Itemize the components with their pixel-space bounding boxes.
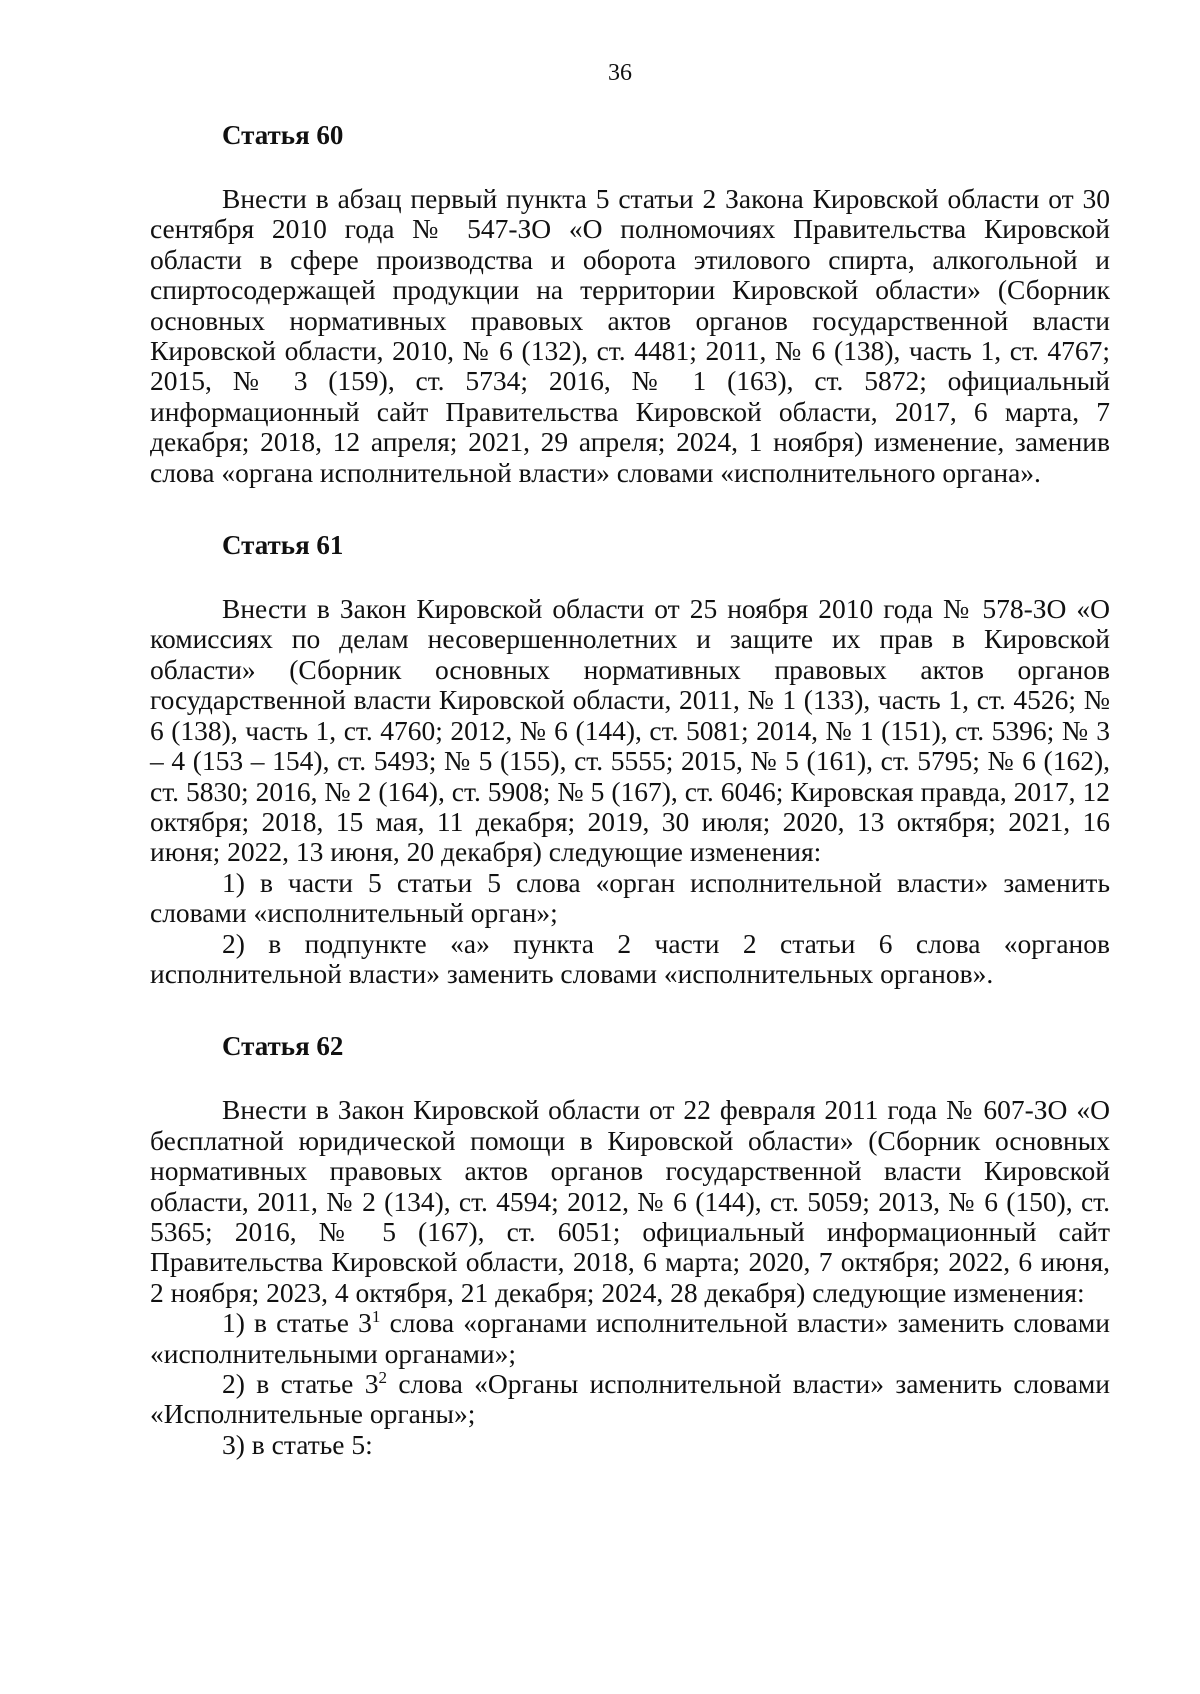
article-62-item-1-superscript: 1 (371, 1307, 381, 1327)
article-62-item-2-superscript: 2 (378, 1367, 387, 1387)
page-number: 36 (608, 60, 632, 86)
article-62-item-2-suffix: слова «Органы исполнительной власти» заменить словами «Исполнительные органы»; (150, 1368, 1110, 1430)
article-61-heading: Статья 61 (222, 530, 344, 561)
article-62-heading: Статья 62 (222, 1031, 344, 1062)
article-62-item-1-suffix: слова «органами исполнительной власти» заменить словами «исполнительными органами»; (150, 1307, 1110, 1369)
article-61-item-1: 1) в части 5 статьи 5 слова «орган исполнительной власти» заменить словами «исполнительный орган»; (150, 866, 1110, 929)
article-62-item-3: 3) в статье 5: (222, 1428, 373, 1460)
article-62-item-2-prefix: 2) в статье 3 (222, 1368, 379, 1399)
article-62-item-2 (150, 1369, 1110, 1430)
article-61-item-2: 2) в подпункте «а» пункта 2 части 2 статьи 6 слова «органов исполнительной власти» заменить словами «исполнительных органов». (150, 927, 1110, 989)
document-body (150, 120, 1110, 1460)
article-62-item-1-prefix: 1) в статье 3 (222, 1307, 372, 1339)
article-60-text: Внести в абзац первый пункта 5 статьи 2 Закона Кировской области от 30 сентября 2010 года № 547-ЗО «О полномочиях Правительства Кировской области в сфере производства и оборота этилового спирта, алкогольной и спиртосодержащей продукции на территории Кировской области» (Сборник основных нормативных правовых актов органов государственной власти Кировской области, 2010, № 6 (132), ст. 4481; 2011, № 6 (138), часть 1, ст. 4767; 2015, № 3 (159), ст. 5734; 2016, № 1 (163), ст. 5872; официальный информационный сайт Правительства Кировской области, 2017, 6 марта, 7 декабря; 2018, 12 апреля; 2021, 29 апреля; 2024, 1 ноября) изменение, заменив слова «органа исполнительной власти» словами «исполнительного органа». (150, 183, 1110, 488)
article-62-item-1 (150, 1308, 1110, 1369)
article-61-text: Внести в Закон Кировской области от 25 ноября 2010 года № 578-ЗО «О комиссиях по делам несовершеннолетних и защите их прав в Кировской области» (Сборник основных нормативных правовых актов органов государственной власти Кировской области, 2011, № 1 (133), часть 1, ст. 4526; № 6 (138), часть 1, ст. 4760; 2012, № 6 (144), ст. 5081; 2014, № 1 (151), ст. 5396; № 3 – 4 (153 – 154), ст. 5493; № 5 (155), ст. 5555; 2015, № 5 (161), ст. 5795; № 6 (162), ст. 5830; 2016, № 2 (164), ст. 5908; № 5 (167), ст. 6046; Кировская правда, 2017, 12 октября; 2018, 15 мая, 11 декабря; 2019, 30 июля; 2020, 13 октября; 2021, 16 июня; 2022, 13 июня, 20 декабря) следующие изменения: (150, 593, 1110, 868)
article-60-heading: Статья 60 (222, 120, 344, 150)
article-62-text: Внести в Закон Кировской области от 22 февраля 2011 года № 607-ЗО «О бесплатной юридической помощи в Кировской области» (Сборник основных нормативных правовых актов органов государственной власти Кировской области, 2011, № 2 (134), ст. 4594; 2012, № 6 (144), ст. 5059; 2013, № 6 (150), ст. 5365; 2016, № 5 (167), ст. 6051; официальный информационный сайт Правительства Кировской области, 2018, 6 марта; 2020, 7 октября; 2022, 6 июня, 2 ноября; 2023, 4 октября, 21 декабря; 2024, 28 декабря) следующие изменения: (150, 1094, 1110, 1308)
